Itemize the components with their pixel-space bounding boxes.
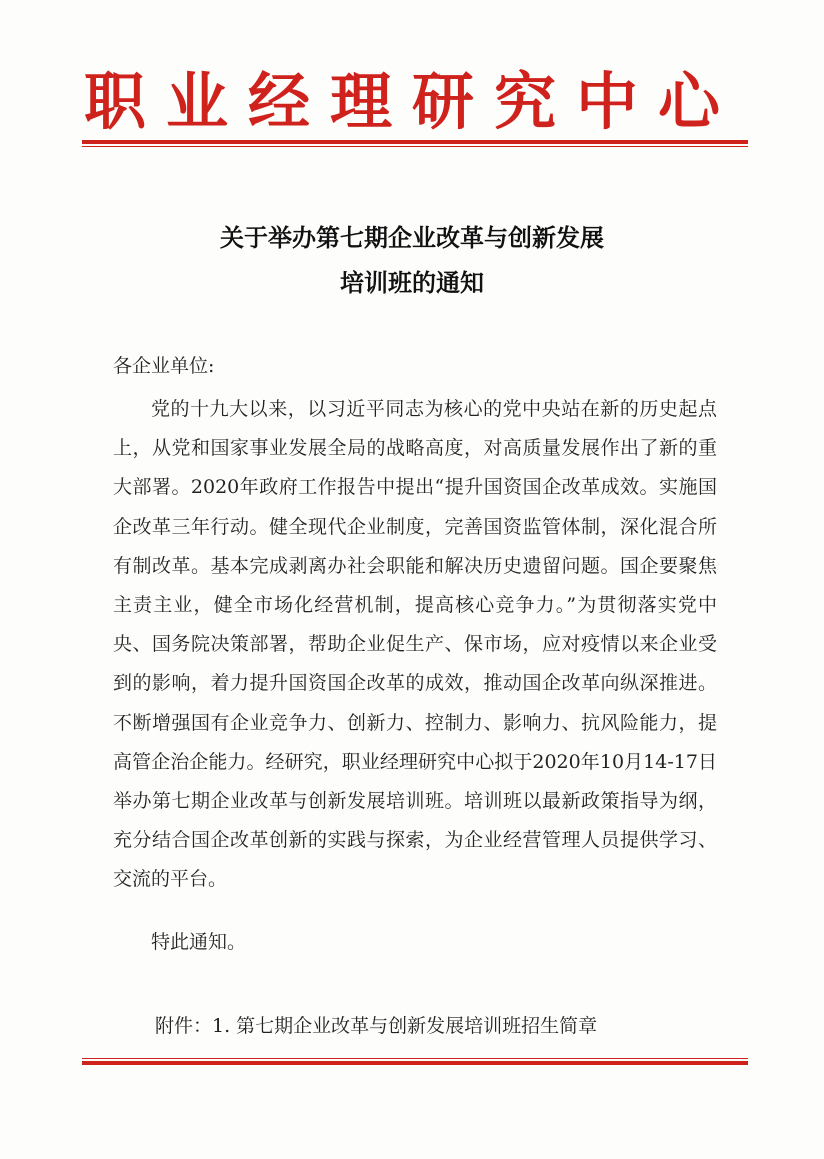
- letterhead-divider-thin: [82, 146, 748, 147]
- document-title-line1: 关于举办第七期企业改革与创新发展: [220, 223, 604, 252]
- letterhead-title: 职业经理研究中心: [83, 65, 740, 138]
- closing-line: 特此通知。: [151, 931, 247, 953]
- attachment-line: 附件：1. 第七期企业改革与创新发展培训班招生简章: [155, 1015, 598, 1037]
- body-paragraph: 党的十九大以来，以习近平同志为核心的党中央站在新的历史起点上，从党和国家事业发展全局的战略高度，对高质量发展作出了新的重大部署。2020年政府工作报告中提出“提升国资国企改革成效。实施国企改革三年行动。健全现代企业制度，完善国资监管体制，深化混合所有制改革。基本完成剥离办社会职能和解决历史遗留问题。国企要聚焦主责主业，健全市场化经营机制，提高核心竞争力。”为贯彻落实党中央、国务院决策部署，帮助企业促生产、保市场，应对疫情以来企业受到的影响，着力提升国资国企改革的成效，推动国企改革向纵深推进。不断增强国有企业竞争力、创新力、控制力、影响力、抗风险能力，提高管企治企能力。经研究，职业经理研究中心拟于2020年10月14-17日举办第七期企业改革与创新发展培训班。培训班以最新政策指导为纲，充分结合国企改革创新的实践与探索，为企业经营管理人员提供学习、交流的平台。: [113, 398, 717, 891]
- document-title-line2: 培训班的通知: [340, 268, 484, 297]
- footer-divider-thick: [82, 1061, 748, 1065]
- salutation: 各企业单位:: [113, 355, 215, 377]
- footer-divider-thin: [82, 1058, 748, 1059]
- letterhead-divider-thick: [82, 140, 748, 144]
